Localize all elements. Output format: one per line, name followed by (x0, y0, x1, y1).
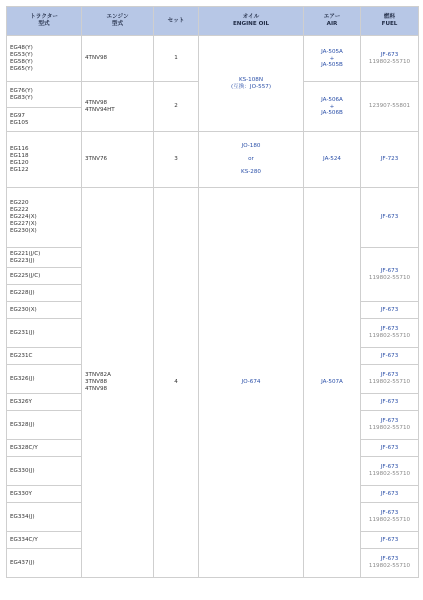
tractor-model-cell: EG97 EG105 (7, 108, 82, 132)
fuel-filter-cell: JF-673 119802-55710 (361, 36, 419, 82)
fuel-filter-cell: JF-723 (361, 132, 419, 188)
tractor-model-cell: EG231(J) (7, 319, 82, 348)
air-filter-cell: JA-506A + JA-506B (304, 82, 361, 132)
tractor-model-cell: EG221(J/C) EG223(J) (7, 248, 82, 268)
tractor-model-cell: EG231C (7, 348, 82, 365)
set-cell: 3 (154, 132, 199, 188)
air-filter-cell: JA-507A (304, 188, 361, 578)
tractor-model-cell: EG437(J) (7, 549, 82, 578)
tractor-model-cell: EG76(Y) EG83(Y) (7, 82, 82, 108)
fuel-filter-cell: JF-673 (361, 486, 419, 503)
tractor-model-cell: EG326(J) (7, 365, 82, 394)
tractor-model-cell: EG326Y (7, 394, 82, 411)
engine-model-cell: 4TNV98 (82, 36, 154, 82)
tractor-model-cell: EG330(J) (7, 457, 82, 486)
air-filter-cell: JA-505A + JA-505B (304, 36, 361, 82)
fuel-filter-cell: JF-673 119802-55710 (361, 503, 419, 532)
fuel-filter-cell: JF-673 (361, 188, 419, 248)
tractor-model-cell: EG228(J) (7, 285, 82, 302)
header-set: セット (154, 7, 199, 36)
engine-model-cell: 3TNV76 (82, 132, 154, 188)
header-tractor-model: トラクター 型式 (7, 7, 82, 36)
fuel-filter-cell: JF-673 (361, 440, 419, 457)
header-row (7, 7, 419, 36)
fuel-filter-cell: JF-673 119802-55710 (361, 549, 419, 578)
fuel-filter-cell: JF-673 119802-55710 (361, 319, 419, 348)
fuel-filter-cell: JF-673 (361, 532, 419, 549)
header-engine-model: エンジン 型式 (82, 7, 154, 36)
set-cell: 2 (154, 82, 199, 132)
tractor-model-cell: EG230(X) (7, 302, 82, 319)
engine-oil-cell: JO-180 or KS-280 (199, 132, 304, 188)
fuel-filter-cell: JF-673 119802-55710 (361, 365, 419, 394)
header-engine-oil: オイル ENGINE OIL (199, 7, 304, 36)
fuel-filter-cell: JF-673 (361, 394, 419, 411)
set-cell: 4 (154, 188, 199, 578)
tractor-model-cell: EG330Y (7, 486, 82, 503)
air-filter-cell: JA-524 (304, 132, 361, 188)
engine-model-cell: 3TNV82A 3TNV88 4TNV98 (82, 188, 154, 578)
engine-oil-cell: KS-108N (互換：JO-557) (199, 36, 304, 132)
set-cell: 1 (154, 36, 199, 82)
tractor-model-cell: EG334C/Y (7, 532, 82, 549)
fuel-filter-cell: JF-673 119802-55710 (361, 411, 419, 440)
table-row (7, 188, 419, 248)
tractor-model-cell: EG334(J) (7, 503, 82, 532)
tractor-model-cell: EG225(J/C) (7, 268, 82, 285)
table-row (7, 36, 419, 82)
fuel-filter-cell: JF-673 (361, 302, 419, 319)
table-row (7, 132, 419, 188)
fuel-filter-cell: 123907-55801 (361, 82, 419, 132)
engine-model-cell: 4TNV98 4TNV94HT (82, 82, 154, 132)
fuel-filter-cell: JF-673 119802-55710 (361, 248, 419, 302)
tractor-model-cell: EG328C/Y (7, 440, 82, 457)
tractor-model-cell: EG116 EG118 EG120 EG122 (7, 132, 82, 188)
fuel-filter-cell: JF-673 119802-55710 (361, 457, 419, 486)
tractor-model-cell: EG48(Y) EG53(Y) EG58(Y) EG65(Y) (7, 36, 82, 82)
parts-compatibility-table (6, 6, 419, 578)
tractor-model-cell: EG328(J) (7, 411, 82, 440)
header-air: エアー AIR (304, 7, 361, 36)
tractor-model-cell: EG220 EG222 EG224(X) EG227(X) EG230(X) (7, 188, 82, 248)
fuel-filter-cell: JF-673 (361, 348, 419, 365)
engine-oil-cell: JO-674 (199, 188, 304, 578)
header-fuel: 燃料 FUEL (361, 7, 419, 36)
parts-table-container (6, 6, 418, 578)
